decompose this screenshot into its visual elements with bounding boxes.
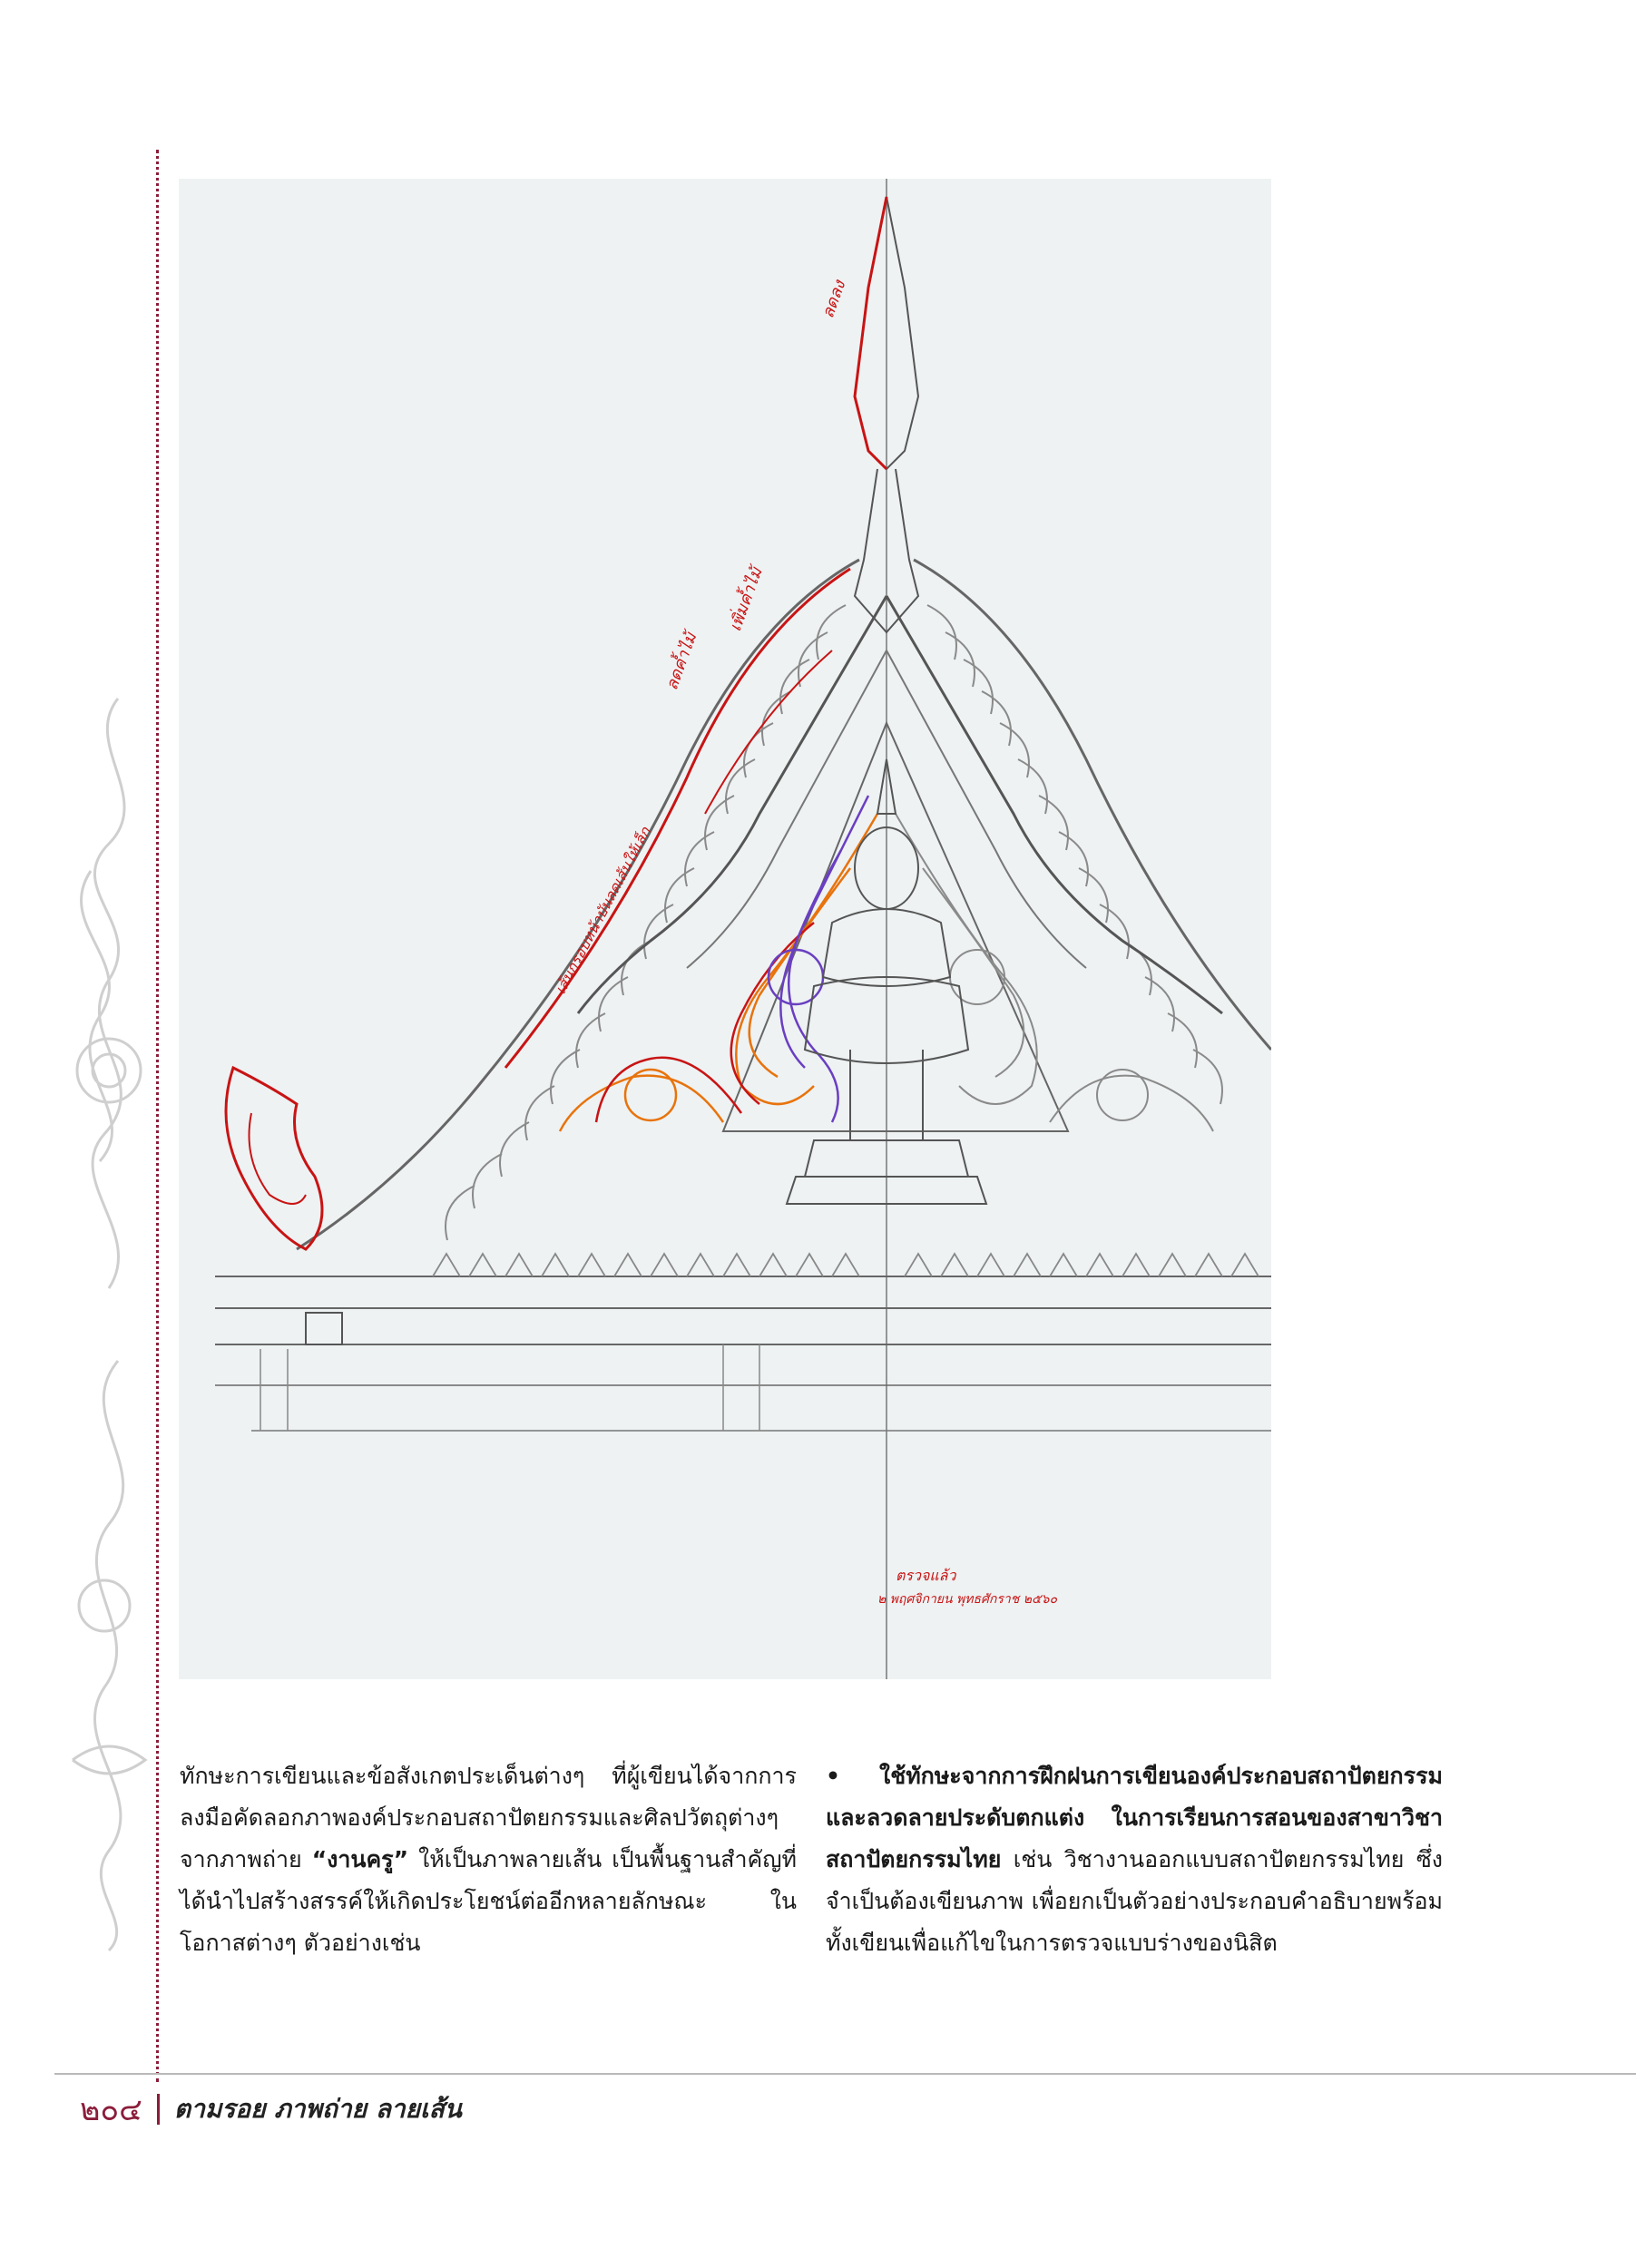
body-paragraph	[180, 1755, 797, 1964]
body-left-column	[180, 1755, 797, 1964]
bullet-text: เช่น วิชางานออกแบบสถาปัตยกรรมไทย ซึ่งจำเป็นต้องเขียนภาพ เพื่อยกเป็นตัวอย่างประกอบคำอธิบายพร้อมทั้งเขียนเพื่อแก้ไขในการตรวจแบบร่างของนิสิต	[826, 1846, 1443, 1956]
bullet-bold-text: • ใช้ทักษะจากการฝึกฝนการเขียนองค์ประกอบสถาปัตยกรรมและลวดลายประดับตกแต่ง ในการเรียนการสอนของสาขาวิชาสถาปัตยกรรมไทย	[826, 1763, 1443, 1872]
gable-drawing-figure	[179, 179, 1271, 1679]
annotation-thick: เพิ่มค้ำไม้	[725, 564, 767, 634]
page-number: ๒๐๔	[80, 2092, 142, 2128]
annotation-apex: ลดลง	[818, 278, 850, 321]
running-title: ตามรอย ภาพถ่าย ลายเส้น	[173, 2094, 462, 2124]
footer-rule	[54, 2073, 1636, 2075]
body-right-column	[826, 1755, 1443, 1964]
body-text-b: ให้เป็นภาพลายเส้น เป็นพื้นฐานสำคัญที่ได้นำไปสร้างสรรค์ให้เกิดประโยชน์ต่ออีกหลายลักษณะ ในโอกาสต่างๆ ตัวอย่างเช่น	[180, 1846, 798, 1956]
margin-ornament-decoration	[54, 689, 163, 1960]
annotation-signature-1: ตรวจแล้ว	[896, 1567, 956, 1584]
footer-separator	[157, 2094, 160, 2125]
bullet-paragraph	[826, 1755, 1443, 1964]
gable-drawing	[179, 179, 1271, 1679]
body-text-a: ทักษะการเขียนและข้อสังเกตประเด็นต่างๆ ที่ผู้เขียนได้จากการลงมือคัดลอกภาพองค์ประกอบสถาปัตยกรรมและศิลปวัตถุต่างๆ จากภาพถ่าย	[180, 1763, 797, 1872]
annotation-signature-2: ๒ พฤศจิกายน พุทธศักราช ๒๕๖๐	[877, 1592, 1057, 1607]
body-text-bold: “งานครู”	[311, 1846, 409, 1872]
page-footer	[80, 2087, 462, 2132]
annotation-slope-note: เส้นกรอบหน้าบันลดเส้นให้เล็ก	[551, 824, 654, 997]
annotation-thin: ลดค้ำไม้	[661, 630, 701, 693]
dotted-margin-rule	[156, 150, 159, 2082]
